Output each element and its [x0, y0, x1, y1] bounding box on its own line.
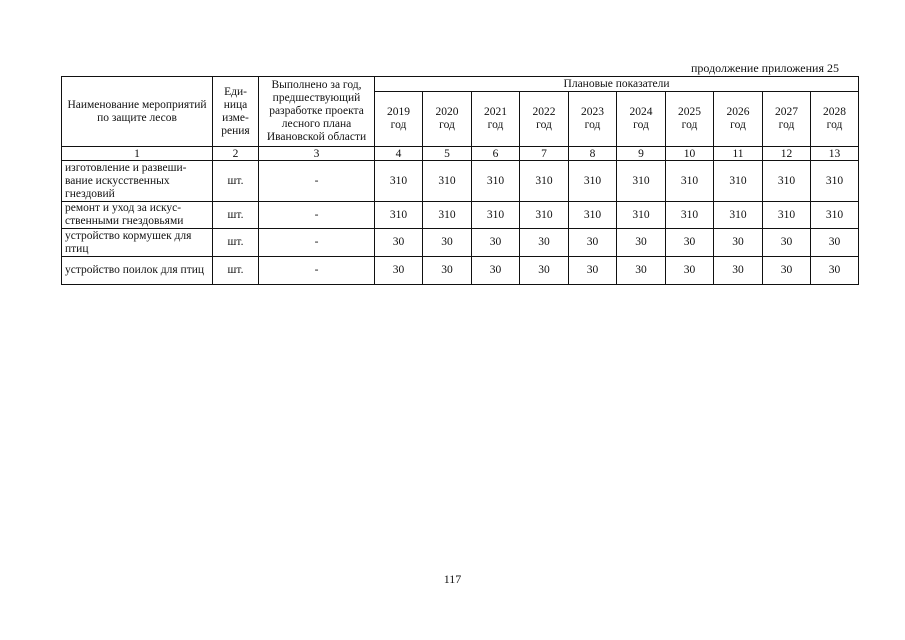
header-year-2027	[763, 92, 811, 147]
row-planned-value: 30	[375, 229, 423, 257]
column-number: 4	[375, 147, 423, 161]
header-year-2022	[520, 92, 569, 147]
row-planned-value: 30	[472, 229, 520, 257]
header-year-value: 2024	[629, 106, 653, 118]
row-done-value: -	[259, 257, 375, 285]
row-planned-value: 30	[714, 229, 763, 257]
row-planned-value: 310	[763, 202, 811, 229]
row-planned-value: 30	[569, 257, 617, 285]
row-planned-value: 30	[375, 257, 423, 285]
header-year-2023	[569, 92, 617, 147]
header-year-2024	[617, 92, 666, 147]
row-planned-value: 30	[763, 229, 811, 257]
forest-protection-table	[61, 76, 859, 285]
row-planned-value: 310	[763, 161, 811, 202]
header-year-2021	[472, 92, 520, 147]
row-planned-value: 30	[617, 229, 666, 257]
row-unit: шт.	[213, 229, 259, 257]
column-number: 7	[520, 147, 569, 161]
header-year-word: год	[826, 119, 843, 131]
header-year-word: год	[778, 119, 795, 131]
table-row	[62, 257, 859, 285]
header-year-value: 2027	[775, 106, 798, 118]
row-planned-value: 310	[375, 161, 423, 202]
row-planned-value: 310	[617, 161, 666, 202]
header-year-word: год	[487, 119, 504, 131]
header-year-value: 2026	[726, 106, 750, 118]
row-planned-value: 30	[666, 229, 714, 257]
row-planned-value: 30	[423, 229, 472, 257]
column-number: 5	[423, 147, 472, 161]
header-year-word: год	[633, 119, 649, 131]
row-planned-value: 310	[423, 161, 472, 202]
row-unit: шт.	[213, 202, 259, 229]
header-year-word: год	[536, 119, 552, 131]
table-row	[62, 202, 859, 229]
row-unit: шт.	[213, 161, 259, 202]
header-name: Наименование мероприятий по защите лесов	[62, 77, 213, 147]
header-year-2028	[811, 92, 859, 147]
column-number: 11	[714, 147, 763, 161]
row-done-value: -	[259, 229, 375, 257]
row-activity-name: ремонт и уход за искус-ственными гнездовьями	[62, 202, 213, 229]
column-number: 10	[666, 147, 714, 161]
row-done-value: -	[259, 202, 375, 229]
row-planned-value: 30	[714, 257, 763, 285]
header-year-word: год	[439, 119, 455, 131]
row-activity-name: изготовление и развеши-вание искусственных гнездовий	[62, 161, 213, 202]
header-year-word: год	[730, 119, 746, 131]
row-planned-value: 30	[520, 229, 569, 257]
header-year-value: 2019	[387, 106, 410, 118]
row-planned-value: 30	[811, 257, 859, 285]
row-planned-value: 310	[714, 161, 763, 202]
column-numbers-row	[62, 147, 859, 161]
header-year-value: 2022	[532, 106, 556, 118]
column-number: 8	[569, 147, 617, 161]
row-planned-value: 310	[375, 202, 423, 229]
row-unit: шт.	[213, 257, 259, 285]
row-planned-value: 310	[569, 202, 617, 229]
row-planned-value: 310	[666, 202, 714, 229]
column-number: 9	[617, 147, 666, 161]
header-row-top	[62, 77, 859, 92]
row-done-value: -	[259, 161, 375, 202]
row-planned-value: 30	[811, 229, 859, 257]
header-done: Выполнено за год, предшествующий разработке проекта лесного плана Ивановской области	[259, 77, 375, 147]
row-activity-name: устройство поилок для птиц	[62, 257, 213, 285]
row-planned-value: 30	[472, 257, 520, 285]
column-number: 3	[259, 147, 375, 161]
row-planned-value: 310	[520, 202, 569, 229]
table-row	[62, 161, 859, 202]
table-row	[62, 229, 859, 257]
header-year-2026	[714, 92, 763, 147]
row-planned-value: 310	[569, 161, 617, 202]
row-planned-value: 30	[423, 257, 472, 285]
header-year-2019	[375, 92, 423, 147]
header-year-value: 2020	[435, 106, 459, 118]
header-year-2025	[666, 92, 714, 147]
row-planned-value: 310	[811, 161, 859, 202]
header-unit: Еди-ница изме-рения	[213, 77, 259, 147]
row-planned-value: 310	[714, 202, 763, 229]
row-planned-value: 30	[617, 257, 666, 285]
continuation-label: продолжение приложения 25	[691, 61, 839, 75]
row-planned-value: 30	[569, 229, 617, 257]
column-number: 6	[472, 147, 520, 161]
header-year-value: 2028	[823, 106, 847, 118]
header-year-value: 2025	[678, 106, 701, 118]
row-planned-value: 310	[472, 202, 520, 229]
row-planned-value: 30	[666, 257, 714, 285]
row-planned-value: 30	[763, 257, 811, 285]
column-number: 13	[811, 147, 859, 161]
header-planned: Плановые показатели	[375, 77, 859, 92]
row-planned-value: 310	[472, 161, 520, 202]
header-year-value: 2023	[581, 106, 604, 118]
column-number: 1	[62, 147, 213, 161]
row-planned-value: 310	[423, 202, 472, 229]
header-year-2020	[423, 92, 472, 147]
column-number: 12	[763, 147, 811, 161]
row-planned-value: 310	[666, 161, 714, 202]
row-planned-value: 310	[811, 202, 859, 229]
row-planned-value: 310	[520, 161, 569, 202]
header-year-value: 2021	[484, 106, 507, 118]
header-year-word: год	[584, 119, 601, 131]
row-activity-name: устройство кормушек для птиц	[62, 229, 213, 257]
column-number: 2	[213, 147, 259, 161]
row-planned-value: 310	[617, 202, 666, 229]
header-year-word: год	[390, 119, 407, 131]
page-number: 117	[443, 572, 462, 586]
header-year-word: год	[681, 119, 698, 131]
row-planned-value: 30	[520, 257, 569, 285]
